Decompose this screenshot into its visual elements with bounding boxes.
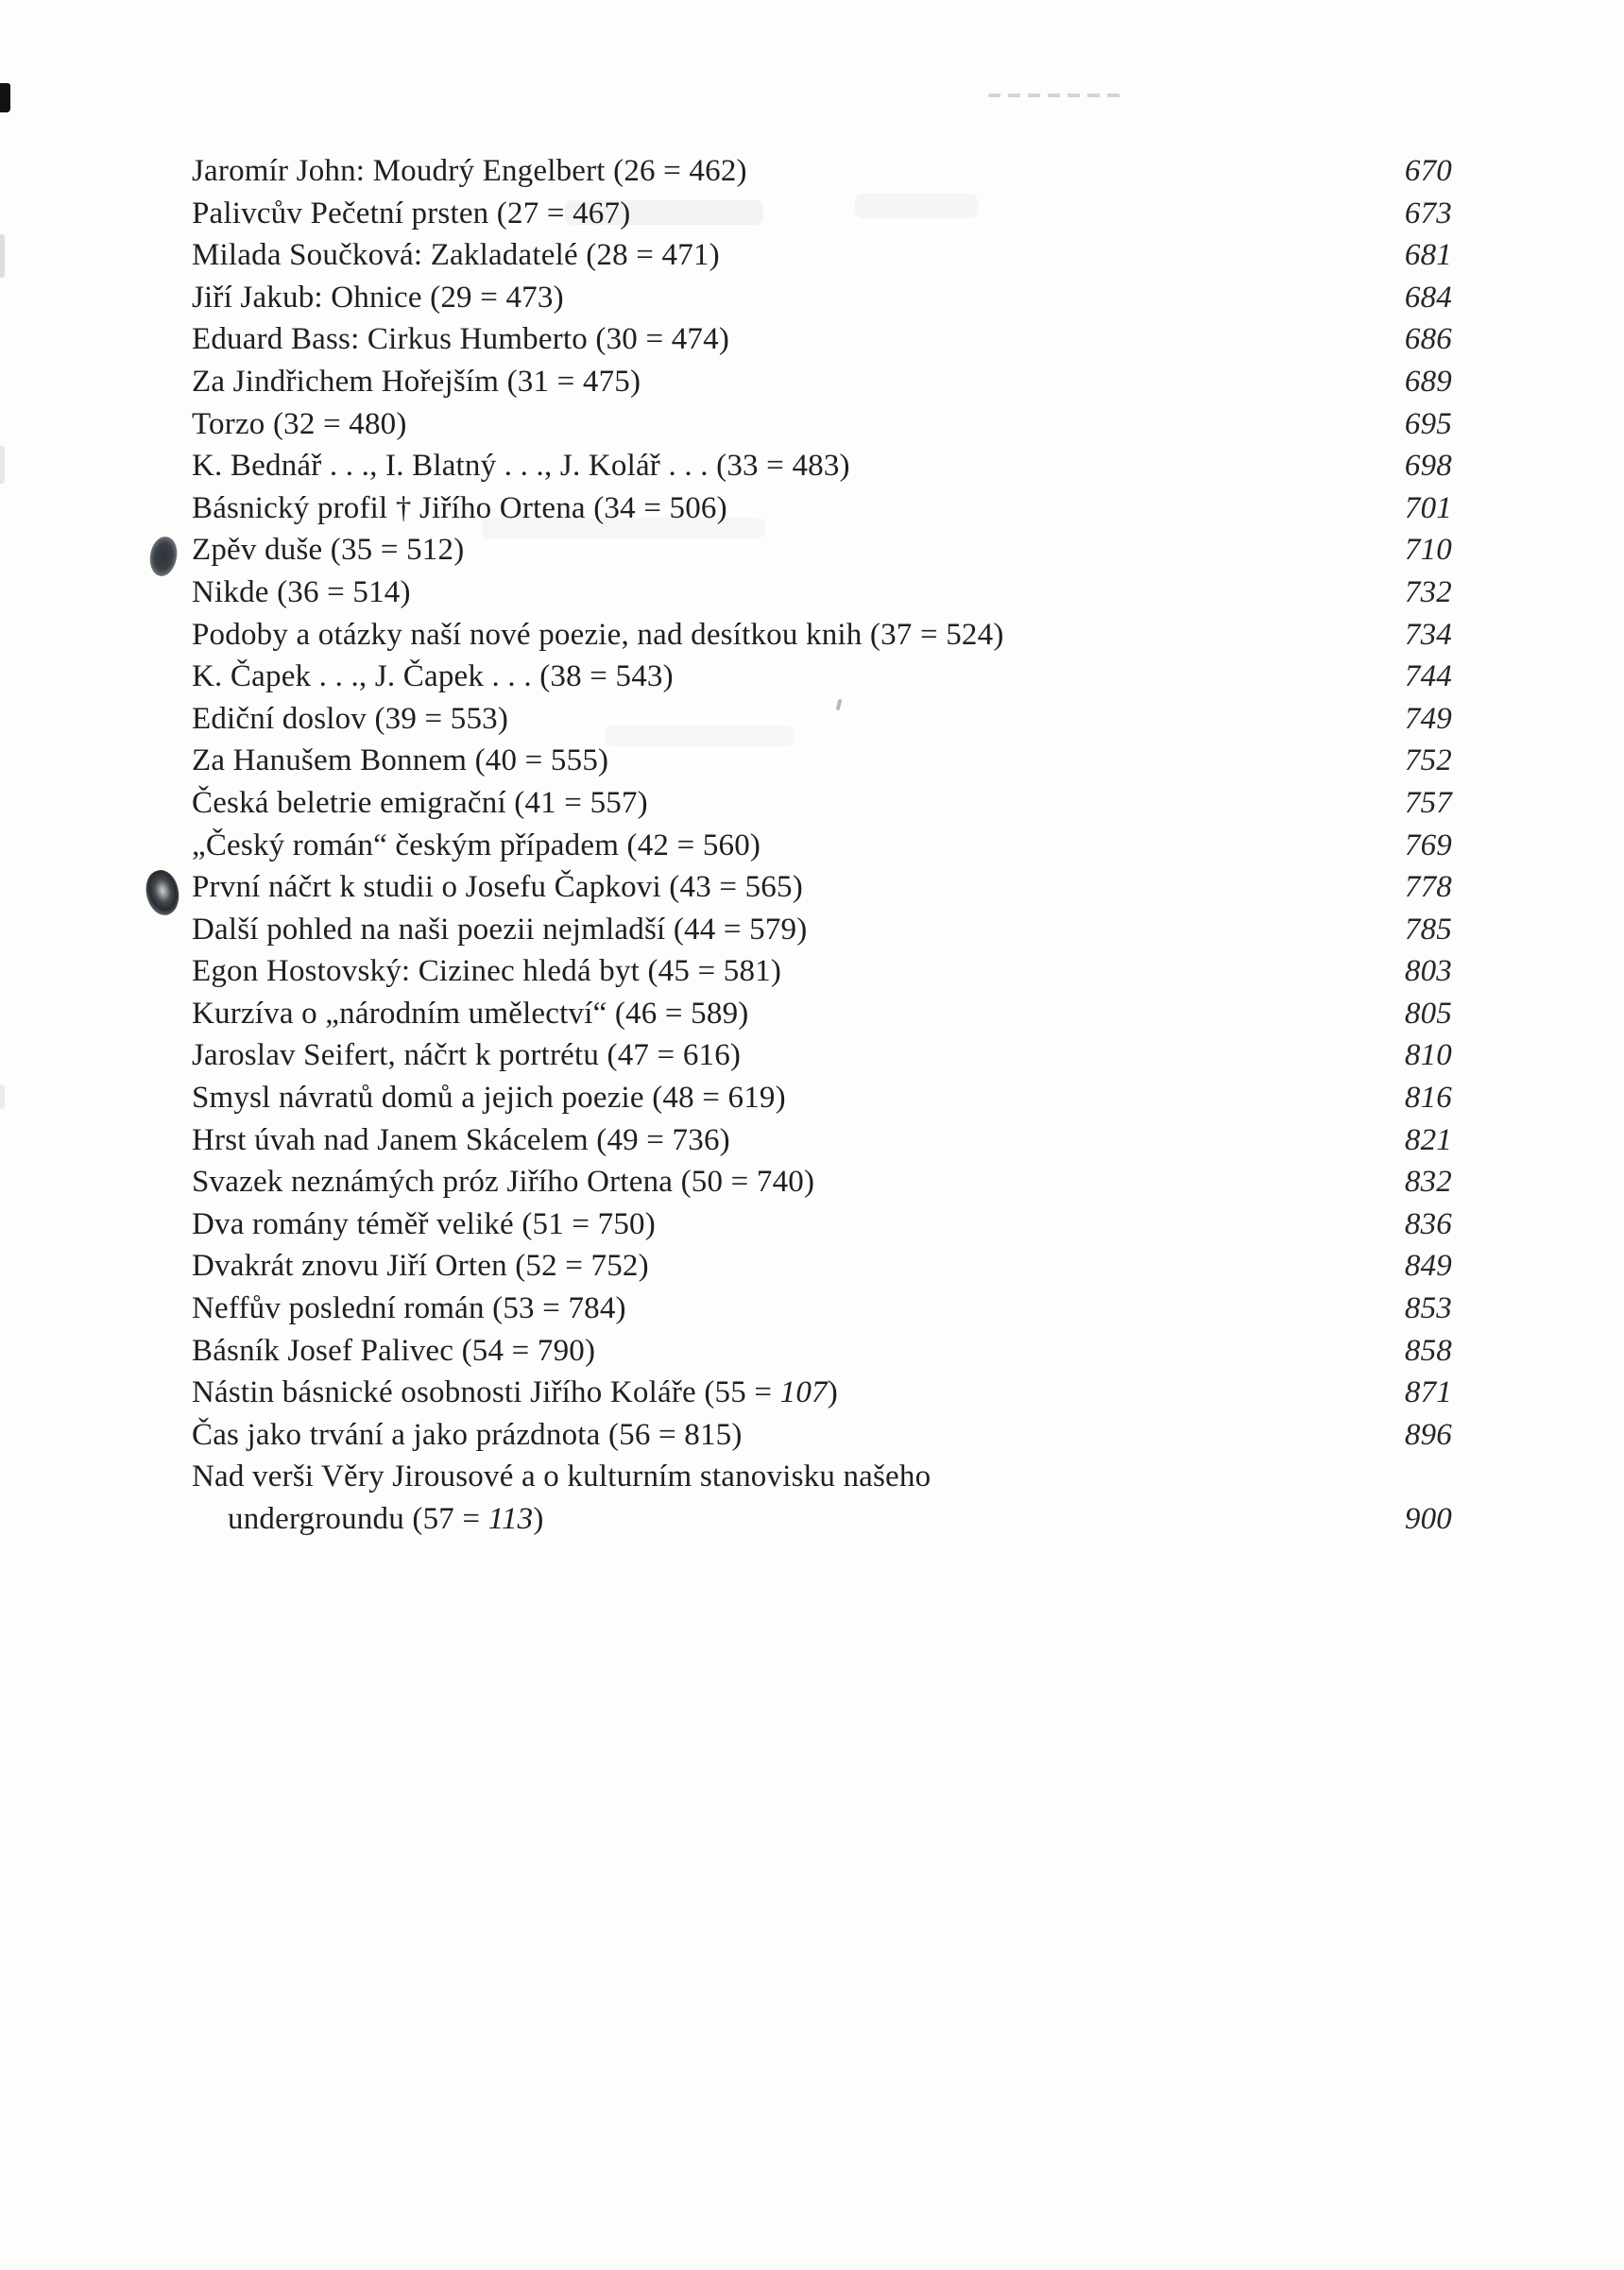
toc-entry-title: Další pohled na naši poezii nejmladší (44 = 579) (192, 912, 808, 947)
toc-entry-title: Dva romány téměř veliké (51 = 750) (192, 1206, 656, 1241)
toc-row (192, 913, 1452, 955)
scan-edge-smudge (0, 1084, 5, 1109)
toc-entry-page-number: 849 (1404, 1249, 1452, 1284)
toc-row (192, 322, 1452, 365)
toc-entry-page-number: 695 (1404, 406, 1452, 441)
toc-entry-title: Česká beletrie emigrační (41 = 557) (192, 785, 648, 820)
toc-row (192, 828, 1452, 871)
toc-entry-title: Podoby a otázky naší nové poezie, nad desítkou knih (37 = 524) (192, 617, 1004, 652)
toc-entry-page-number: 803 (1404, 954, 1452, 989)
toc-entry-page-number: 821 (1404, 1122, 1452, 1157)
ink-blot-artifact (147, 536, 179, 578)
toc-entry-title: Dvakrát znovu Jiří Orten (52 = 752) (192, 1249, 649, 1284)
toc-entry-page-number: 836 (1404, 1206, 1452, 1241)
toc-row (192, 618, 1452, 660)
toc-row (192, 786, 1452, 828)
toc-entry-page-number: 732 (1404, 574, 1452, 609)
toc-row (192, 575, 1452, 618)
toc-entry-page-number: 858 (1404, 1333, 1452, 1368)
toc-entry-page-number: 778 (1404, 870, 1452, 905)
toc-entry-page-number: 871 (1404, 1375, 1452, 1410)
toc-row (192, 1375, 1452, 1418)
toc-row (192, 702, 1452, 744)
toc-entry-title: Palivcův Pečetní prsten (27 = 467) (192, 196, 631, 230)
toc-entry-title: Nástin básnické osobnosti Jiřího Koláře (55 = 107) (192, 1375, 838, 1410)
toc-entry-page-number: 757 (1404, 785, 1452, 820)
toc-row (192, 1081, 1452, 1123)
toc-entry-page-number: 734 (1404, 617, 1452, 652)
toc-entry-title: „Český román“ českým případem (42 = 560) (192, 828, 761, 862)
toc-row (192, 407, 1452, 450)
toc-row (192, 449, 1452, 491)
toc-entry-page-number: 900 (1404, 1502, 1452, 1536)
toc-entry-title: Básnický profil † Jiřího Ortena (34 = 506) (192, 490, 727, 525)
toc-entry-title: První náčrt k studii o Josefu Čapkovi (43 = 565) (192, 870, 803, 905)
toc-entry-title: Smysl návratů domů a jejich poezie (48 = 619) (192, 1081, 786, 1116)
toc-row (192, 1038, 1452, 1081)
toc-entry-title: Nad verši Věry Jirousové a o kulturním stanovisku našeho (192, 1459, 932, 1494)
toc-row (192, 659, 1452, 702)
toc-row (192, 743, 1452, 786)
toc-entry-title: Jiří Jakub: Ohnice (29 = 473) (192, 280, 564, 315)
toc-entry-title: Zpěv duše (35 = 512) (192, 533, 465, 568)
toc-row (192, 196, 1452, 239)
toc-entry-page-number: 689 (1404, 364, 1452, 399)
toc-entry-title: Jaromír John: Moudrý Engelbert (26 = 462) (192, 154, 747, 188)
toc-entry-page-number: 749 (1404, 701, 1452, 736)
toc-entry-page-number: 832 (1404, 1165, 1452, 1200)
toc-entry-page-number: 810 (1404, 1038, 1452, 1073)
scan-edge-smudge (0, 234, 5, 278)
toc-entry-page-number: 853 (1404, 1291, 1452, 1326)
toc-entry-page-number: 744 (1404, 659, 1452, 694)
toc-row (192, 1291, 1452, 1334)
ink-blot-artifact (142, 867, 184, 919)
toc-row (192, 1123, 1452, 1166)
toc-entry-title: Ediční doslov (39 = 553) (192, 701, 509, 736)
toc-entry-page-number: 686 (1404, 322, 1452, 357)
scan-edge-mark (0, 83, 10, 112)
toc-row (192, 870, 1452, 913)
toc-entry-page-number: 896 (1404, 1417, 1452, 1452)
toc-entry-title: Milada Součková: Zakladatelé (28 = 471) (192, 238, 720, 273)
toc-row (192, 154, 1452, 196)
toc-row (192, 1418, 1452, 1460)
toc-row (192, 1459, 1452, 1502)
toc-row (192, 954, 1452, 997)
toc-entry-title: Nikde (36 = 514) (192, 574, 411, 609)
toc-entry-page-number: 701 (1404, 490, 1452, 525)
toc-entry-title: Egon Hostovský: Cizinec hledá byt (45 = 581) (192, 954, 782, 989)
toc-entry-page-number: 785 (1404, 912, 1452, 947)
toc-entry-title: Neffův poslední román (53 = 784) (192, 1291, 626, 1326)
toc-row (192, 281, 1452, 323)
toc-row (192, 1207, 1452, 1250)
toc-row (192, 491, 1452, 534)
toc-entry-page-number: 673 (1404, 196, 1452, 230)
toc-entry-page-number: 752 (1404, 743, 1452, 778)
toc-entry-title: Svazek neznámých próz Jiřího Ortena (50 = 740) (192, 1165, 815, 1200)
toc-entry-title: Torzo (32 = 480) (192, 406, 407, 441)
toc-row (192, 365, 1452, 407)
toc-list (192, 154, 1452, 1545)
toc-entry-title: Za Hanušem Bonnem (40 = 555) (192, 743, 609, 778)
toc-entry-title: K. Čapek . . ., J. Čapek . . . (38 = 543) (192, 659, 674, 694)
toc-row (192, 1334, 1452, 1376)
toc-entry-page-number: 681 (1404, 238, 1452, 273)
toc-entry-page-number: 710 (1404, 533, 1452, 568)
toc-row (192, 997, 1452, 1039)
toc-entry-title: Hrst úvah nad Janem Skácelem (49 = 736) (192, 1122, 730, 1157)
scan-edge-smudge (0, 446, 5, 484)
toc-entry-title: Kurzíva o „národním umělectví“ (46 = 589) (192, 996, 749, 1031)
toc-entry-title: K. Bednář . . ., I. Blatný . . ., J. Kolář . . . (33 = 483) (192, 449, 850, 484)
toc-entry-title: Čas jako trvání a jako prázdnota (56 = 815) (192, 1417, 743, 1452)
toc-row (192, 1249, 1452, 1291)
toc-entry-title: undergroundu (57 = 113) (228, 1502, 544, 1536)
toc-entry-title: Eduard Bass: Cirkus Humberto (30 = 474) (192, 322, 730, 357)
toc-row (192, 533, 1452, 575)
toc-row (192, 1165, 1452, 1207)
toc-entry-page-number: 684 (1404, 280, 1452, 315)
toc-entry-title: Jaroslav Seifert, náčrt k portrétu (47 = 616) (192, 1038, 742, 1073)
toc-row (192, 1502, 1452, 1545)
toc-entry-page-number: 698 (1404, 449, 1452, 484)
toc-entry-title: Básník Josef Palivec (54 = 790) (192, 1333, 596, 1368)
toc-entry-page-number: 816 (1404, 1081, 1452, 1116)
toc-entry-page-number: 670 (1404, 154, 1452, 188)
toc-entry-page-number: 805 (1404, 996, 1452, 1031)
toc-entry-title: Za Jindřichem Hořejším (31 = 475) (192, 364, 641, 399)
toc-row (192, 238, 1452, 281)
toc-entry-page-number: 769 (1404, 828, 1452, 862)
faint-dash-artifact (988, 94, 1122, 97)
